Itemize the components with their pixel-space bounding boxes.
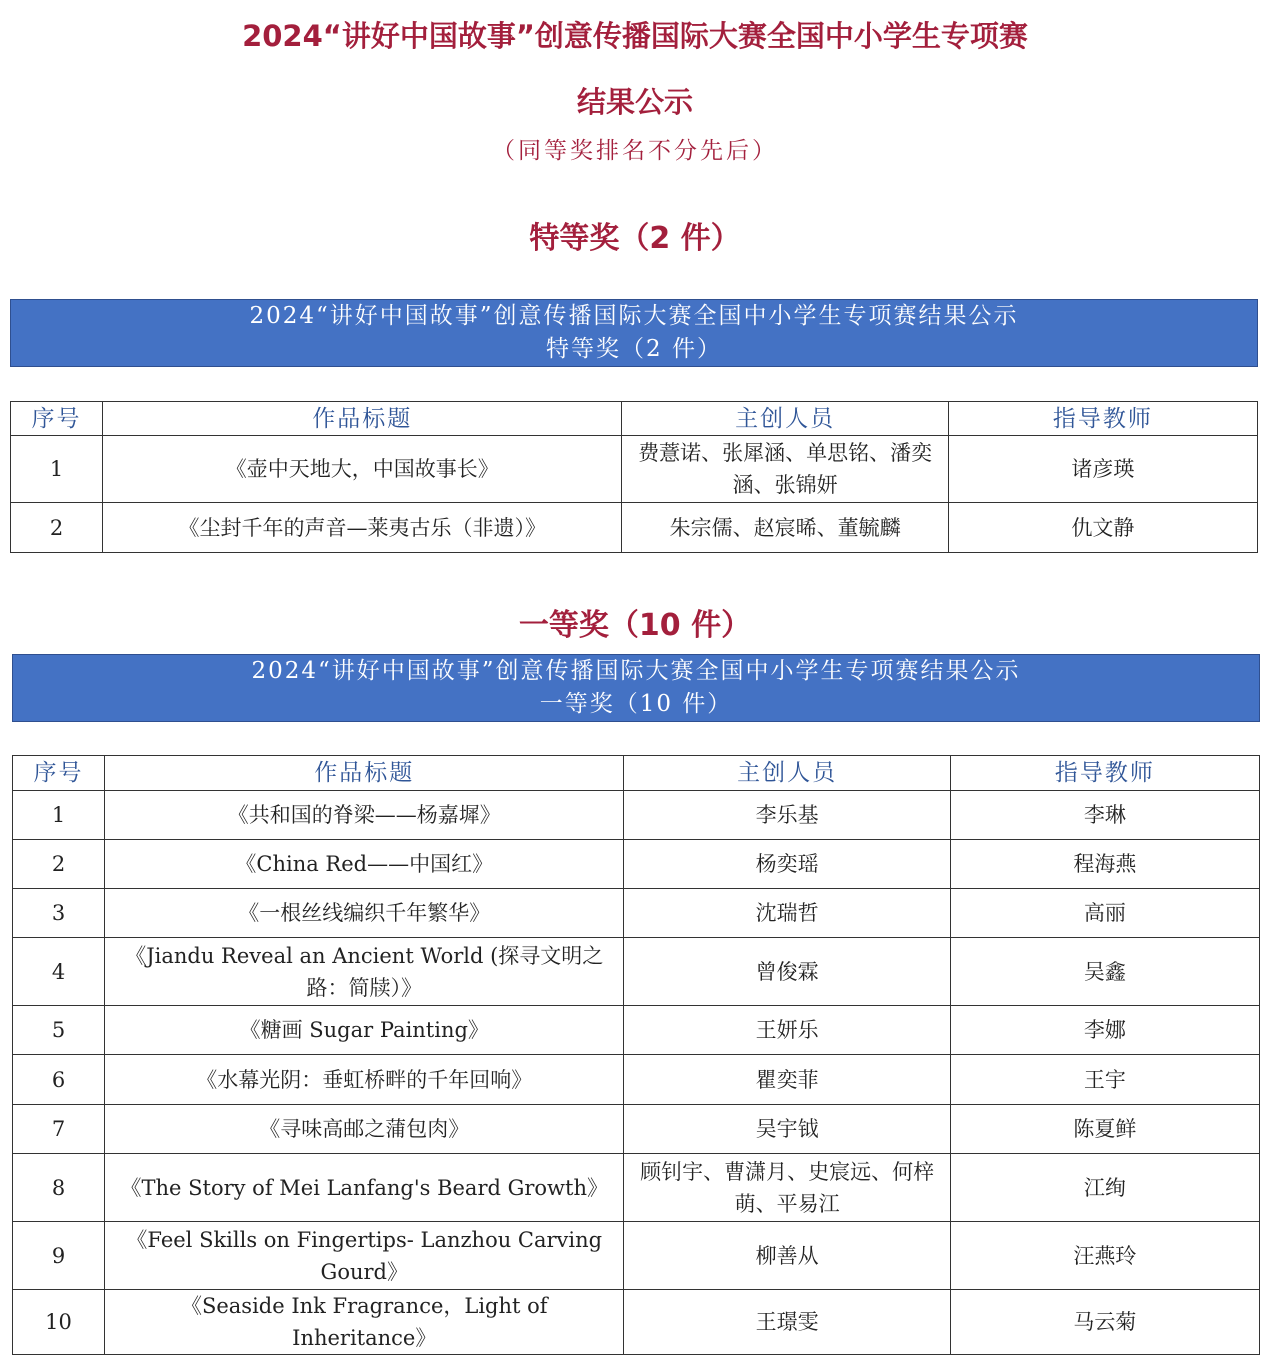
table-header-row (11, 402, 1258, 436)
row-title: 《寻味高邮之蒲包肉》 (105, 1105, 624, 1154)
banner-title: 2024“讲好中国故事”创意传播国际大赛全国中小学生专项赛结果公示 (249, 303, 1019, 329)
row-teacher: 诸彦瑛 (948, 436, 1257, 503)
banner-award: 一等奖（10 件） (539, 691, 733, 717)
row-no: 4 (13, 938, 105, 1006)
header-title: 作品标题 (103, 402, 622, 436)
table-row (13, 1105, 1260, 1154)
row-title: 《China Red——中国红》 (105, 840, 624, 889)
row-teacher: 李琳 (950, 791, 1259, 840)
row-no: 8 (13, 1154, 105, 1222)
row-no: 1 (13, 791, 105, 840)
row-teacher: 仇文静 (948, 503, 1257, 553)
table-row (13, 1055, 1260, 1105)
special-award-heading: 特等奖（2 件） (529, 221, 741, 256)
row-title: 《共和国的脊梁——杨嘉墀》 (105, 791, 624, 840)
row-creators: 朱宗儒、赵宸晞、董毓麟 (622, 503, 948, 553)
row-title: 《水幕光阴：垂虹桥畔的千年回响》 (105, 1055, 624, 1105)
special-award-table (10, 401, 1258, 553)
row-creators: 曾俊霖 (624, 938, 950, 1006)
row-teacher: 吴鑫 (950, 938, 1259, 1006)
row-title: 《壶中天地大，中国故事长》 (103, 436, 622, 503)
table-row (11, 436, 1258, 503)
row-teacher: 江绚 (950, 1154, 1259, 1222)
table-row (11, 503, 1258, 553)
row-teacher: 程海燕 (950, 840, 1259, 889)
row-creators: 吴宇钺 (624, 1105, 950, 1154)
row-no: 7 (13, 1105, 105, 1154)
table-row (13, 1154, 1260, 1222)
row-no: 5 (13, 1006, 105, 1055)
table-header-row (13, 756, 1260, 791)
row-teacher: 王宇 (950, 1055, 1259, 1105)
table-row (13, 1290, 1260, 1355)
row-creators: 王妍乐 (624, 1006, 950, 1055)
ranking-note: （同等奖排名不分先后） (492, 138, 778, 164)
row-title: 《Jiandu Reveal an Ancient World (探寻文明之路：简牍）》 (105, 938, 624, 1006)
table-row (13, 791, 1260, 840)
row-creators: 瞿奕菲 (624, 1055, 950, 1105)
row-title: 《Feel Skills on Fingertips- Lanzhou Carving Gourd》 (105, 1222, 624, 1290)
header-teacher: 指导教师 (950, 756, 1259, 791)
row-no: 9 (13, 1222, 105, 1290)
row-teacher: 高丽 (950, 889, 1259, 938)
row-no: 6 (13, 1055, 105, 1105)
row-no: 2 (13, 840, 105, 889)
header-no: 序号 (13, 756, 105, 791)
row-teacher: 李娜 (950, 1006, 1259, 1055)
banner-title: 2024“讲好中国故事”创意传播国际大赛全国中小学生专项赛结果公示 (251, 658, 1021, 684)
header-no: 序号 (11, 402, 103, 436)
table-row (13, 1222, 1260, 1290)
row-creators: 顾钊宇、曹潇月、史宸远、何梓萌、平易江 (624, 1154, 950, 1222)
row-title: 《The Story of Mei Lanfang's Beard Growth》 (105, 1154, 624, 1222)
first-award-banner (12, 654, 1260, 722)
page-title: 2024“讲好中国故事”创意传播国际大赛全国中小学生专项赛 (242, 19, 1028, 53)
row-creators: 沈瑞哲 (624, 889, 950, 938)
special-award-banner (10, 299, 1258, 367)
row-teacher: 陈夏鲜 (950, 1105, 1259, 1154)
table-row (13, 938, 1260, 1006)
header-title: 作品标题 (105, 756, 624, 791)
row-no: 1 (11, 436, 103, 503)
row-title: 《尘封千年的声音—莱夷古乐（非遗）》 (103, 503, 622, 553)
row-creators: 杨奕瑶 (624, 840, 950, 889)
row-creators: 柳善从 (624, 1222, 950, 1290)
row-no: 3 (13, 889, 105, 938)
row-teacher: 汪燕玲 (950, 1222, 1259, 1290)
row-no: 2 (11, 503, 103, 553)
first-award-table (12, 755, 1260, 1355)
table-row (13, 840, 1260, 889)
row-creators: 费薏诺、张犀涵、单思铭、潘奕涵、张锦妍 (622, 436, 948, 503)
row-title: 《Seaside Ink Fragrance，Light of Inheritance》 (105, 1290, 624, 1355)
row-title: 《糖画 Sugar Painting》 (105, 1006, 624, 1055)
banner-award: 特等奖（2 件） (546, 336, 722, 362)
table-row (13, 889, 1260, 938)
header-creators: 主创人员 (622, 402, 948, 436)
row-creators: 王璟雯 (624, 1290, 950, 1355)
header-teacher: 指导教师 (948, 402, 1257, 436)
first-award-heading: 一等奖（10 件） (518, 608, 752, 643)
row-creators: 李乐基 (624, 791, 950, 840)
row-no: 10 (13, 1290, 105, 1355)
page-subtitle: 结果公示 (576, 85, 693, 119)
header-creators: 主创人员 (624, 756, 950, 791)
row-teacher: 马云菊 (950, 1290, 1259, 1355)
table-row (13, 1006, 1260, 1055)
row-title: 《一根丝线编织千年繁华》 (105, 889, 624, 938)
